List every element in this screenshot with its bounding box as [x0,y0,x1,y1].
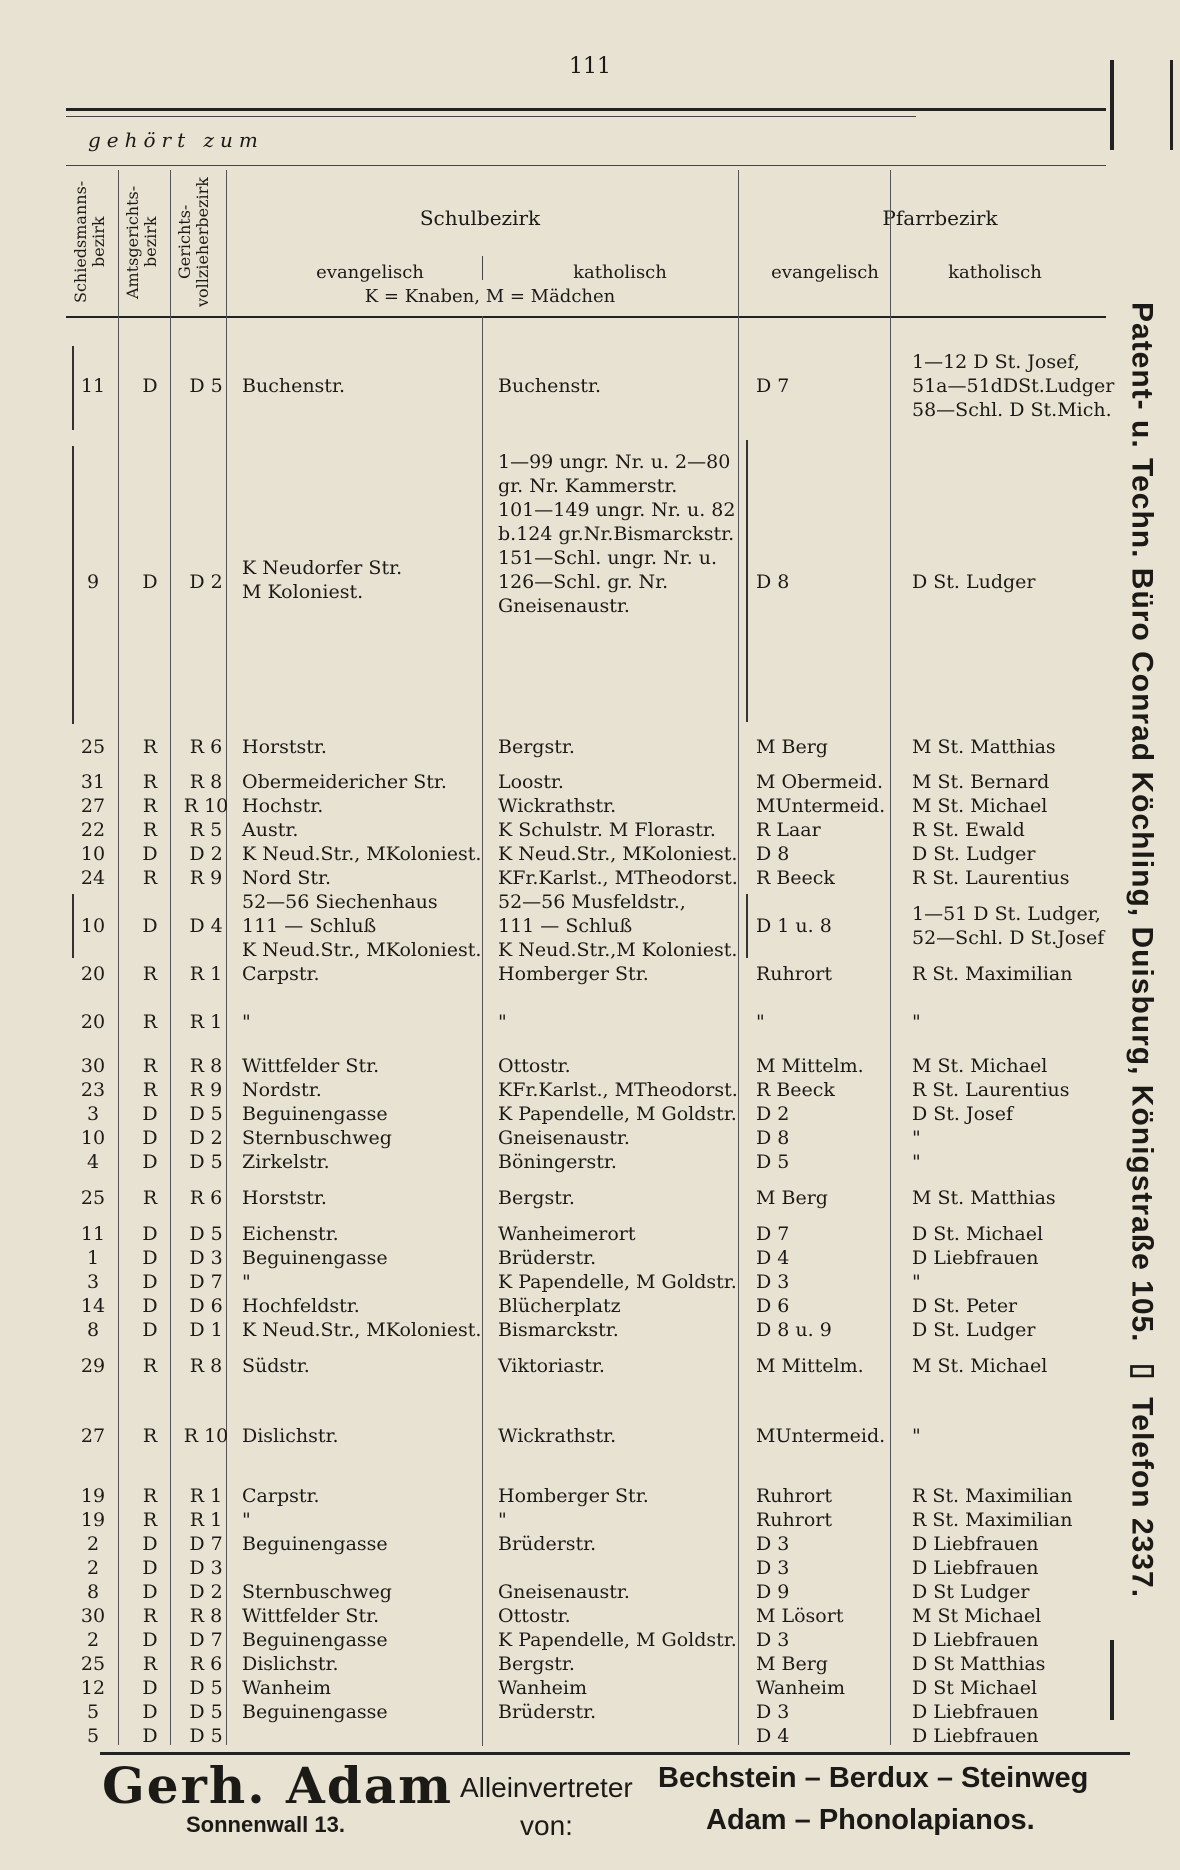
ad-pianos: Adam – Phonolapianos. [706,1804,1035,1836]
schul-evangelisch-cell: Beguinengasse [242,1701,388,1723]
pfarr-evangelisch-cell: D 3 [756,1271,790,1293]
amtsgericht-cell: D [142,1271,158,1293]
pfarr-katholisch-cell: R St. Maximilian [912,1485,1073,1507]
schiedsmann-cell: 25 [80,1187,106,1209]
amtsgericht-cell: D [142,1557,158,1579]
schul-katholisch-cell: Ottostr. [498,1605,571,1627]
schul-evangelisch-cell: K Neud.Str., MKoloniest. [242,1319,482,1341]
amtsgericht-cell: D [142,1151,158,1173]
schul-evangelisch-cell: K Neudorfer Str. M Koloniest. [242,557,403,603]
gerichtsvollzieher-cell: R 1 [189,1485,223,1507]
amtsgericht-cell: R [142,867,158,889]
schul-katholisch-cell: 52—56 Musfeldstr., 111 — Schluß K Neud.Str.,M Koloniest. [498,891,738,961]
schul-katholisch-cell: Brüderstr. [498,1701,597,1723]
schul-katholisch-cell: Gneisenaustr. [498,1127,630,1149]
schul-evangelisch-cell: Südstr. [242,1355,310,1377]
pfarr-evangelisch-cell: Ruhrort [756,963,833,985]
amtsgericht-cell: D [142,843,158,865]
schul-evangelisch-cell: 52—56 Siechenhaus 111 — Schluß K Neud.Str., MKoloniest. [242,891,482,961]
amtsgericht-cell: D [142,1127,158,1149]
schul-katholisch-cell: " [498,1011,507,1033]
schul-katholisch-cell: K Schulstr. M Florastr. [498,819,716,841]
pfarr-katholisch-cell: " [912,1127,921,1149]
pfarr-evangelisch-cell: M Mittelm. [756,1355,864,1377]
header-pfarr-katholisch: katholisch [948,262,1042,283]
pfarr-katholisch-cell: D Liebfrauen [912,1247,1039,1269]
pfarr-katholisch-cell: R St. Maximilian [912,963,1073,985]
schul-evangelisch-cell: Wittfelder Str. [242,1055,380,1077]
schul-katholisch-cell: Homberger Str. [498,1485,649,1507]
ad-company-name: Gerh. Adam [102,1756,454,1815]
header-schulbezirk: Schulbezirk [419,206,541,230]
amtsgericht-cell: R [142,1079,158,1101]
gerichtsvollzieher-cell: R 6 [189,736,223,758]
top-rule [66,108,1106,111]
schul-katholisch-cell: Viktoriastr. [498,1355,605,1377]
gerichtsvollzieher-cell: R 9 [189,867,223,889]
schul-evangelisch-cell: Horststr. [242,1187,327,1209]
schiedsmann-cell: 11 [80,1223,106,1245]
header-schul-evangelisch: evangelisch [316,262,424,283]
schul-evangelisch-cell: Beguinengasse [242,1247,388,1269]
pfarr-evangelisch-cell: Wanheim [756,1677,846,1699]
pfarr-katholisch-cell: D Liebfrauen [912,1533,1039,1555]
gerichtsvollzieher-cell: R 8 [189,1355,223,1377]
pfarr-katholisch-cell: R St. Ewald [912,819,1025,841]
pfarr-katholisch-cell: M St. Michael [912,1355,1048,1377]
amtsgericht-cell: R [142,1485,158,1507]
side-advertisement: Patent- u. Techn. Büro Conrad Köchling, Duisburg, Königstraße 105. ▭ Telefon 2337. [1125,301,1159,1599]
schul-evangelisch-cell: Sternbuschweg [242,1581,392,1603]
amtsgericht-cell: R [142,736,158,758]
schiedsmann-cell: 10 [80,915,106,937]
pfarr-evangelisch-cell: R Beeck [756,867,835,889]
amtsgericht-cell: R [142,795,158,817]
pfarr-katholisch-cell: R St. Laurentius [912,1079,1070,1101]
gerichtsvollzieher-cell: R 1 [189,963,223,985]
pfarr-evangelisch-cell: " [756,1011,765,1033]
gehoert-zum-label: gehört zum [88,128,264,152]
amtsgericht-cell: D [142,1581,158,1603]
schul-katholisch-cell: Wanheimerort [498,1223,636,1245]
amtsgericht-cell: D [142,915,158,937]
gerichtsvollzieher-cell: D 5 [189,1151,223,1173]
pfarr-evangelisch-cell: D 4 [756,1725,790,1747]
schul-katholisch-cell: Buchenstr. [498,375,601,397]
pfarr-katholisch-cell: M St. Bernard [912,771,1050,793]
pfarr-evangelisch-cell: M Berg [756,1653,828,1675]
schul-katholisch-cell: K Papendelle, M Goldstr. [498,1629,737,1651]
pfarr-evangelisch-cell: D 5 [756,1151,790,1173]
schul-evangelisch-cell: Hochfeldstr. [242,1295,360,1317]
side-rule [1110,60,1114,150]
gerichtsvollzieher-cell: D 5 [189,1677,223,1699]
pfarr-katholisch-cell: D St Michael [912,1677,1038,1699]
pfarr-evangelisch-cell: M Mittelm. [756,1055,864,1077]
gerichtsvollzieher-cell: D 7 [189,1629,223,1651]
pfarr-katholisch-cell: D St Matthias [912,1653,1046,1675]
gerichtsvollzieher-cell: R 5 [189,819,223,841]
schul-evangelisch-cell: Eichenstr. [242,1223,339,1245]
amtsgericht-cell: R [142,1605,158,1627]
schul-katholisch-cell: Brüderstr. [498,1533,597,1555]
schiedsmann-cell: 3 [86,1103,100,1125]
pfarr-evangelisch-cell: R Beeck [756,1079,835,1101]
schiedsmann-cell: 19 [80,1509,106,1531]
pfarr-katholisch-cell: D St Ludger [912,1581,1030,1603]
pfarr-katholisch-cell: D Liebfrauen [912,1701,1039,1723]
header-amtsgericht: Amtsgerichts-bezirk [123,185,160,299]
gerichtsvollzieher-cell: D 2 [189,571,223,593]
pfarr-katholisch-cell: M St. Matthias [912,1187,1056,1209]
amtsgericht-cell: R [142,1425,158,1447]
schul-evangelisch-cell: Sternbuschweg [242,1127,392,1149]
schul-evangelisch-cell: Wanheim [242,1677,332,1699]
schul-evangelisch-cell: Zirkelstr. [242,1151,330,1173]
schul-katholisch-cell: Wanheim [498,1677,588,1699]
header-pfarrbezirk: Pfarrbezirk [882,206,998,230]
gerichtsvollzieher-cell: D 5 [189,375,223,397]
amtsgericht-cell: R [142,771,158,793]
schul-katholisch-cell: Bergstr. [498,1187,575,1209]
schul-katholisch-cell: Blücherplatz [498,1295,621,1317]
schiedsmann-cell: 2 [86,1557,100,1579]
gerichtsvollzieher-cell: R 10 [183,795,229,817]
amtsgericht-cell: D [142,1725,158,1747]
side-rule [1170,60,1173,150]
pfarr-evangelisch-cell: D 8 u. 9 [756,1319,832,1341]
amtsgericht-cell: D [142,1533,158,1555]
gerichtsvollzieher-cell: R 10 [183,1425,229,1447]
schul-katholisch-cell: Wickrathstr. [498,795,617,817]
pfarr-katholisch-cell: 1—12 D St. Josef, 51a—51dDSt.Ludger 58—Schl. D St.Mich. [912,351,1115,421]
schul-evangelisch-cell: " [242,1509,251,1531]
ad-alleinvertreter: Alleinvertreter [460,1772,633,1803]
pfarr-evangelisch-cell: M Berg [756,736,828,758]
schul-evangelisch-cell: Beguinengasse [242,1103,388,1125]
schul-evangelisch-cell: Wittfelder Str. [242,1605,380,1627]
schul-evangelisch-cell: K Neud.Str., MKoloniest. [242,843,482,865]
pfarr-evangelisch-cell: D 8 [756,1127,790,1149]
schul-evangelisch-cell: " [242,1011,251,1033]
header-legend: K = Knaben, M = Mädchen [364,286,616,307]
gerichtsvollzieher-cell: R 9 [189,1079,223,1101]
schiedsmann-cell: 30 [80,1605,106,1627]
schiedsmann-cell: 12 [80,1677,106,1699]
amtsgericht-cell: R [142,1509,158,1531]
pfarr-katholisch-cell: D St. Ludger [912,843,1036,865]
pfarr-evangelisch-cell: D 7 [756,375,790,397]
pfarr-katholisch-cell: D Liebfrauen [912,1629,1039,1651]
pfarr-evangelisch-cell: D 9 [756,1581,790,1603]
pfarr-evangelisch-cell: D 3 [756,1629,790,1651]
schiedsmann-cell: 22 [80,819,106,841]
pfarr-evangelisch-cell: D 7 [756,1223,790,1245]
schul-katholisch-cell: Böningerstr. [498,1151,617,1173]
page-number: 111 [569,54,611,79]
pfarr-evangelisch-cell: R Laar [756,819,821,841]
gerichtsvollzieher-cell: R 1 [189,1509,223,1531]
amtsgericht-cell: D [142,375,158,397]
gerichtsvollzieher-cell: D 5 [189,1103,223,1125]
header-bottom-rule [66,316,1106,318]
schiedsmann-cell: 10 [80,1127,106,1149]
amtsgericht-cell: R [142,1187,158,1209]
pfarr-evangelisch-cell: Ruhrort [756,1485,833,1507]
pfarr-katholisch-cell: " [912,1271,921,1293]
schiedsmann-cell: 31 [80,771,106,793]
schul-evangelisch-cell: Buchenstr. [242,375,345,397]
pfarr-evangelisch-cell: D 8 [756,843,790,865]
amtsgericht-cell: R [142,1355,158,1377]
pfarr-katholisch-cell: M St. Matthias [912,736,1056,758]
schul-katholisch-cell: Loostr. [498,771,564,793]
pfarr-evangelisch-cell: D 2 [756,1103,790,1125]
amtsgericht-cell: R [142,819,158,841]
ad-address: Sonnenwall 13. [186,1812,345,1837]
schiedsmann-cell: 30 [80,1055,106,1077]
schul-katholisch-cell: Homberger Str. [498,963,649,985]
schul-evangelisch-cell: Nordstr. [242,1079,322,1101]
schiedsmann-cell: 4 [86,1151,100,1173]
schul-katholisch-cell: Wickrathstr. [498,1425,617,1447]
amtsgericht-cell: D [142,1103,158,1125]
gerichtsvollzieher-cell: D 6 [189,1295,223,1317]
schul-katholisch-cell: K Papendelle, M Goldstr. [498,1103,737,1125]
schul-evangelisch-cell: Austr. [242,819,299,841]
schiedsmann-cell: 9 [86,571,100,593]
schiedsmann-cell: 11 [80,375,106,397]
schul-evangelisch-cell: Beguinengasse [242,1629,388,1651]
schul-evangelisch-cell: " [242,1271,251,1293]
schul-katholisch-cell: KFr.Karlst., MTheodorst. [498,867,738,889]
pfarr-katholisch-cell: D St. Peter [912,1295,1018,1317]
schiedsmann-cell: 5 [86,1725,100,1747]
amtsgericht-cell: R [142,1055,158,1077]
schiedsmann-cell: 10 [80,843,106,865]
schiedsmann-cell: 27 [80,1425,106,1447]
pfarr-katholisch-cell: M St. Michael [912,795,1048,817]
amtsgericht-cell: D [142,1701,158,1723]
gerichtsvollzieher-cell: D 2 [189,1581,223,1603]
pfarr-evangelisch-cell: M Lösort [756,1605,844,1627]
schiedsmann-cell: 20 [80,963,106,985]
schul-katholisch-cell: Ottostr. [498,1055,571,1077]
schiedsmann-cell: 5 [86,1701,100,1723]
schul-katholisch-cell: Bergstr. [498,736,575,758]
schiedsmann-cell: 25 [80,1653,106,1675]
schul-katholisch-cell: Brüderstr. [498,1247,597,1269]
pfarr-katholisch-cell: " [912,1425,921,1447]
schiedsmann-cell: 8 [86,1319,100,1341]
header-rule [66,165,1106,166]
side-rule [1110,1640,1114,1720]
schiedsmann-cell: 3 [86,1271,100,1293]
schiedsmann-cell: 1 [86,1247,100,1269]
pfarr-katholisch-cell: D Liebfrauen [912,1725,1039,1747]
gerichtsvollzieher-cell: D 5 [189,1701,223,1723]
gerichtsvollzieher-cell: R 6 [189,1187,223,1209]
ad-brands: Bechstein – Berdux – Steinweg [658,1762,1089,1794]
amtsgericht-cell: R [142,1011,158,1033]
pfarr-evangelisch-cell: D 1 u. 8 [756,915,832,937]
schul-evangelisch-cell: Dislichstr. [242,1653,339,1675]
schul-katholisch-cell: " [498,1509,507,1531]
pfarr-evangelisch-cell: D 3 [756,1557,790,1579]
gerichtsvollzieher-cell: D 2 [189,843,223,865]
pfarr-evangelisch-cell: MUntermeid. [756,795,886,817]
header-divider [482,256,483,280]
gerichtsvollzieher-cell: D 4 [189,915,223,937]
pfarr-evangelisch-cell: M Obermeid. [756,771,884,793]
pfarr-katholisch-cell: " [912,1011,921,1033]
schul-evangelisch-cell: Carpstr. [242,963,320,985]
pfarr-evangelisch-cell: D 8 [756,571,790,593]
pfarr-katholisch-cell: D St. Ludger [912,571,1036,593]
pfarr-evangelisch-cell: D 3 [756,1701,790,1723]
gerichtsvollzieher-cell: R 8 [189,1055,223,1077]
amtsgericht-cell: D [142,1629,158,1651]
schul-evangelisch-cell: Nord Str. [242,867,332,889]
header-gerichtsvollzieher: Gerichts-vollzieherbezirk [175,177,212,307]
amtsgericht-cell: D [142,1677,158,1699]
schiedsmann-cell: 23 [80,1079,106,1101]
amtsgericht-cell: D [142,1319,158,1341]
schiedsmann-cell: 25 [80,736,106,758]
pfarr-evangelisch-cell: M Berg [756,1187,828,1209]
header-schul-katholisch: katholisch [573,262,667,283]
schul-evangelisch-cell: Horststr. [242,736,327,758]
schul-katholisch-cell: K Neud.Str., MKoloniest. [498,843,738,865]
gerichtsvollzieher-cell: D 1 [189,1319,223,1341]
bottom-rule [100,1752,1130,1755]
schul-evangelisch-cell: Dislichstr. [242,1425,339,1447]
pfarr-katholisch-cell: R St. Laurentius [912,867,1070,889]
schul-evangelisch-cell: Beguinengasse [242,1533,388,1555]
pfarr-katholisch-cell: D St. Michael [912,1223,1044,1245]
schiedsmann-cell: 2 [86,1533,100,1555]
header-pfarr-evangelisch: evangelisch [771,262,879,283]
header-schiedsmann: Schiedsmanns-bezirk [71,180,108,304]
pfarr-katholisch-cell: M St. Michael [912,1055,1048,1077]
pfarr-katholisch-cell: 1—51 D St. Ludger, 52—Schl. D St.Josef [912,903,1105,949]
schiedsmann-cell: 24 [80,867,106,889]
schul-evangelisch-cell: Hochstr. [242,795,324,817]
pfarr-evangelisch-cell: Ruhrort [756,1509,833,1531]
gerichtsvollzieher-cell: D 7 [189,1533,223,1555]
schul-katholisch-cell: Gneisenaustr. [498,1581,630,1603]
amtsgericht-cell: R [142,1653,158,1675]
schiedsmann-cell: 19 [80,1485,106,1507]
schul-katholisch-cell: 1—99 ungr. Nr. u. 2—80 gr. Nr. Kammerstr. 101—149 ungr. Nr. u. 82 b.124 gr.Nr.Bismarckstr. 151—Schl. ungr. Nr. u. 126—Schl. gr. Nr. Gneisenaustr. [498,451,736,617]
amtsgericht-cell: D [142,1247,158,1269]
gerichtsvollzieher-cell: D 7 [189,1271,223,1293]
schiedsmann-cell: 20 [80,1011,106,1033]
schiedsmann-cell: 27 [80,795,106,817]
top-rule-thin [66,116,916,117]
schul-evangelisch-cell: Obermeidericher Str. [242,771,447,793]
pfarr-katholisch-cell: D Liebfrauen [912,1557,1039,1579]
pfarr-katholisch-cell: D St. Josef [912,1103,1014,1125]
pfarr-katholisch-cell: R St. Maximilian [912,1509,1073,1531]
pfarr-evangelisch-cell: D 4 [756,1247,790,1269]
schiedsmann-cell: 2 [86,1629,100,1651]
pfarr-katholisch-cell: " [912,1151,921,1173]
gerichtsvollzieher-cell: R 1 [189,1011,223,1033]
pfarr-evangelisch-cell: D 3 [756,1533,790,1555]
gerichtsvollzieher-cell: R 8 [189,771,223,793]
amtsgericht-cell: D [142,571,158,593]
schiedsmann-cell: 29 [80,1355,106,1377]
amtsgericht-cell: D [142,1295,158,1317]
schul-katholisch-cell: Bismarckstr. [498,1319,619,1341]
schul-katholisch-cell: Bergstr. [498,1653,575,1675]
pfarr-katholisch-cell: D St. Ludger [912,1319,1036,1341]
gerichtsvollzieher-cell: R 6 [189,1653,223,1675]
amtsgericht-cell: R [142,963,158,985]
pfarr-evangelisch-cell: MUntermeid. [756,1425,886,1447]
schiedsmann-cell: 14 [80,1295,106,1317]
gerichtsvollzieher-cell: R 8 [189,1605,223,1627]
pfarr-evangelisch-cell: D 6 [756,1295,790,1317]
amtsgericht-cell: D [142,1223,158,1245]
gerichtsvollzieher-cell: D 3 [189,1557,223,1579]
gerichtsvollzieher-cell: D 3 [189,1247,223,1269]
gerichtsvollzieher-cell: D 5 [189,1223,223,1245]
ad-von: von: [520,1810,573,1841]
schul-katholisch-cell: K Papendelle, M Goldstr. [498,1271,737,1293]
schul-evangelisch-cell: Carpstr. [242,1485,320,1507]
gerichtsvollzieher-cell: D 2 [189,1127,223,1149]
pfarr-katholisch-cell: M St Michael [912,1605,1042,1627]
schul-katholisch-cell: KFr.Karlst., MTheodorst. [498,1079,738,1101]
schiedsmann-cell: 8 [86,1581,100,1603]
gerichtsvollzieher-cell: D 5 [189,1725,223,1747]
